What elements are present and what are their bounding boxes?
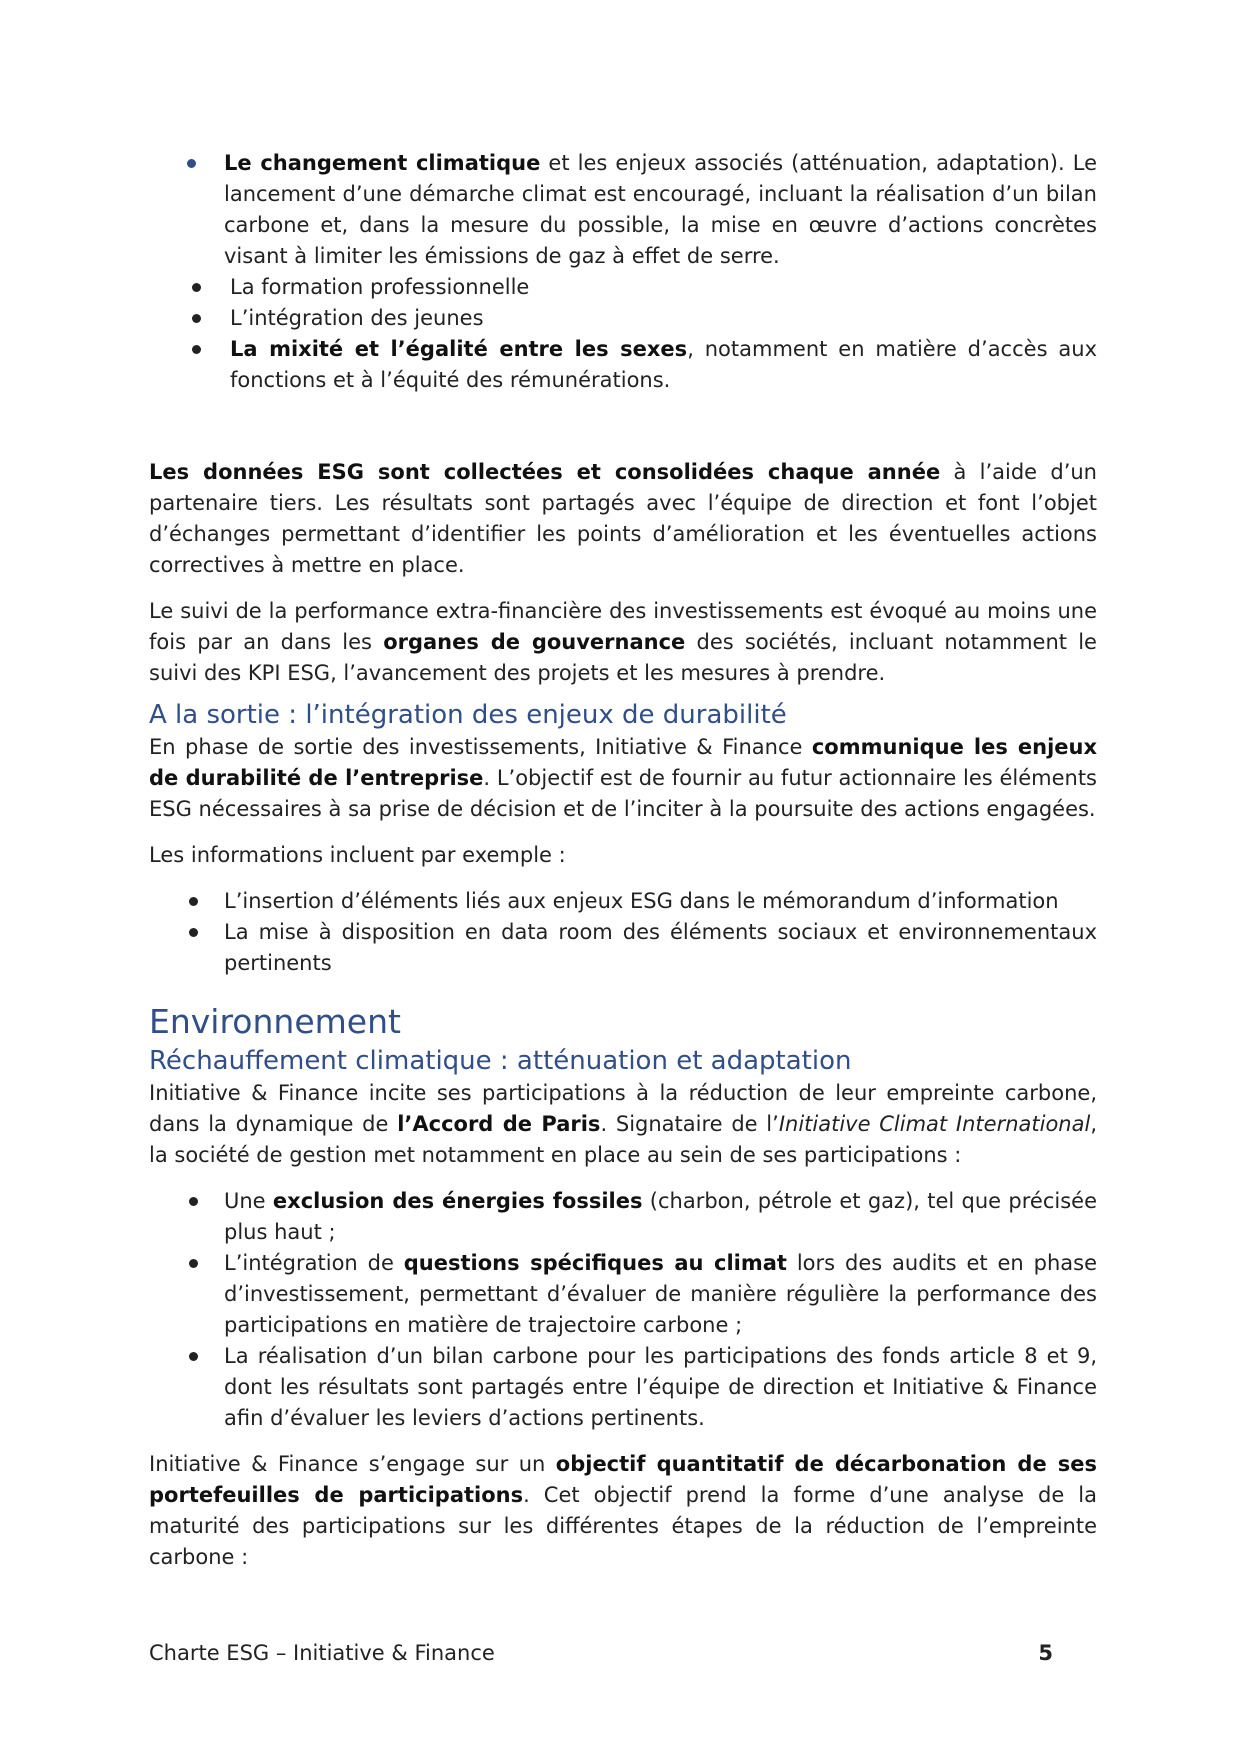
list-item: Le changement climatique et les enjeux associés (atténuation, adaptation). Le lancement d’une démarche climat est encouragé, incluant la réalisation d’un bilan carbone et, dans la mesure du possible, la mise en œuvre d’actions concrètes visant à limiter les émissions de gaz à effet de serre. xyxy=(149,148,1097,272)
bullet-icon xyxy=(189,1352,198,1361)
paragraph-suivi: Le suivi de la performance extra-financière des investissements est évoqué au moins une fois par an dans les organes de gouvernance des sociétés, incluant notamment le suivi des KPI ESG, l’avancement des projets et les mesures à prendre. xyxy=(149,599,1097,685)
section-heading-sortie: A la sortie : l’intégration des enjeux de durabilité xyxy=(149,700,787,730)
list-item: L’intégration de questions spécifiques au climat lors des audits et en phase d’investissement, permettant d’évaluer de manière régulière la performance des participations en matière de trajectoire carbone ; xyxy=(149,1248,1097,1341)
paragraph-incite: Initiative & Finance incite ses participations à la réduction de leur empreinte carbone, dans la dynamique de l’Accord de Paris. Signataire de l’Initiative Climat International, la société de gestion met notamment en place au sein de ses participations : xyxy=(149,1081,1097,1167)
list-item: Une exclusion des énergies fossiles (charbon, pétrole et gaz), tel que précisée plus haut ; xyxy=(149,1186,1097,1248)
list-item: L’insertion d’éléments liés aux enjeux ESG dans le mémorandum d’information xyxy=(149,886,1097,917)
bullet-icon xyxy=(189,1197,198,1206)
bullet-icon xyxy=(189,897,198,906)
list-item: La réalisation d’un bilan carbone pour les participations des fonds article 8 et 9, dont les résultats sont partagés entre l’équipe de direction et Initiative & Finance afin d’évaluer les leviers d’actions pertinents. xyxy=(149,1341,1097,1434)
paragraph-infos: Les informations incluent par exemple : xyxy=(149,843,566,867)
paragraph-collect: Les données ESG sont collectées et consolidées chaque année à l’aide d’un partenaire tiers. Les résultats sont partagés avec l’équipe de direction et font l’objet d’échanges permettant d’identifier les points d’amélioration et les éventuelles actions correctives à mettre en place. xyxy=(149,460,1097,577)
bullet-icon xyxy=(192,283,201,292)
list-item: L’intégration des jeunes xyxy=(149,303,1097,334)
list-item: La mixité et l’égalité entre les sexes, notamment en matière d’accès aux fonctions et à l’équité des rémunérations. xyxy=(149,334,1097,396)
bullet-icon xyxy=(189,928,198,937)
bullet-icon xyxy=(187,159,196,168)
infos-bullet-list xyxy=(149,886,1097,979)
bullet-icon xyxy=(189,1259,198,1268)
list-item: La mise à disposition en data room des éléments sociaux et environnementaux pertinents xyxy=(149,917,1097,979)
paragraph-engage: Initiative & Finance s’engage sur un objectif quantitatif de décarbonation de ses portefeuilles de participations. Cet objectif prend la forme d’une analyse de la maturité des participations sur les différentes étapes de la réduction de l’empreinte carbone : xyxy=(149,1452,1098,1569)
top-bullet-list xyxy=(149,148,1097,396)
paragraph-sortie: En phase de sortie des investissements, Initiative & Finance communique les enjeux de durabilité de l’entreprise. L’objectif est de fournir au futur actionnaire les éléments ESG nécessaires à sa prise de décision et de l’inciter à la poursuite des actions engagées. xyxy=(149,735,1098,821)
section-heading-environnement: Environnement xyxy=(149,1002,401,1041)
list-item: La formation professionnelle xyxy=(149,272,1097,303)
page-footer xyxy=(149,1638,1053,1668)
bullet-icon xyxy=(192,314,201,323)
page-content xyxy=(149,148,1097,1573)
bullet-icon xyxy=(192,345,201,354)
climat-bullet-list xyxy=(149,1186,1097,1434)
section-heading-rechauffement: Réchauffement climatique : atténuation et adaptation xyxy=(149,1046,852,1076)
page-number: 5 xyxy=(1038,1641,1053,1665)
footer-title: Charte ESG – Initiative & Finance xyxy=(149,1641,495,1665)
